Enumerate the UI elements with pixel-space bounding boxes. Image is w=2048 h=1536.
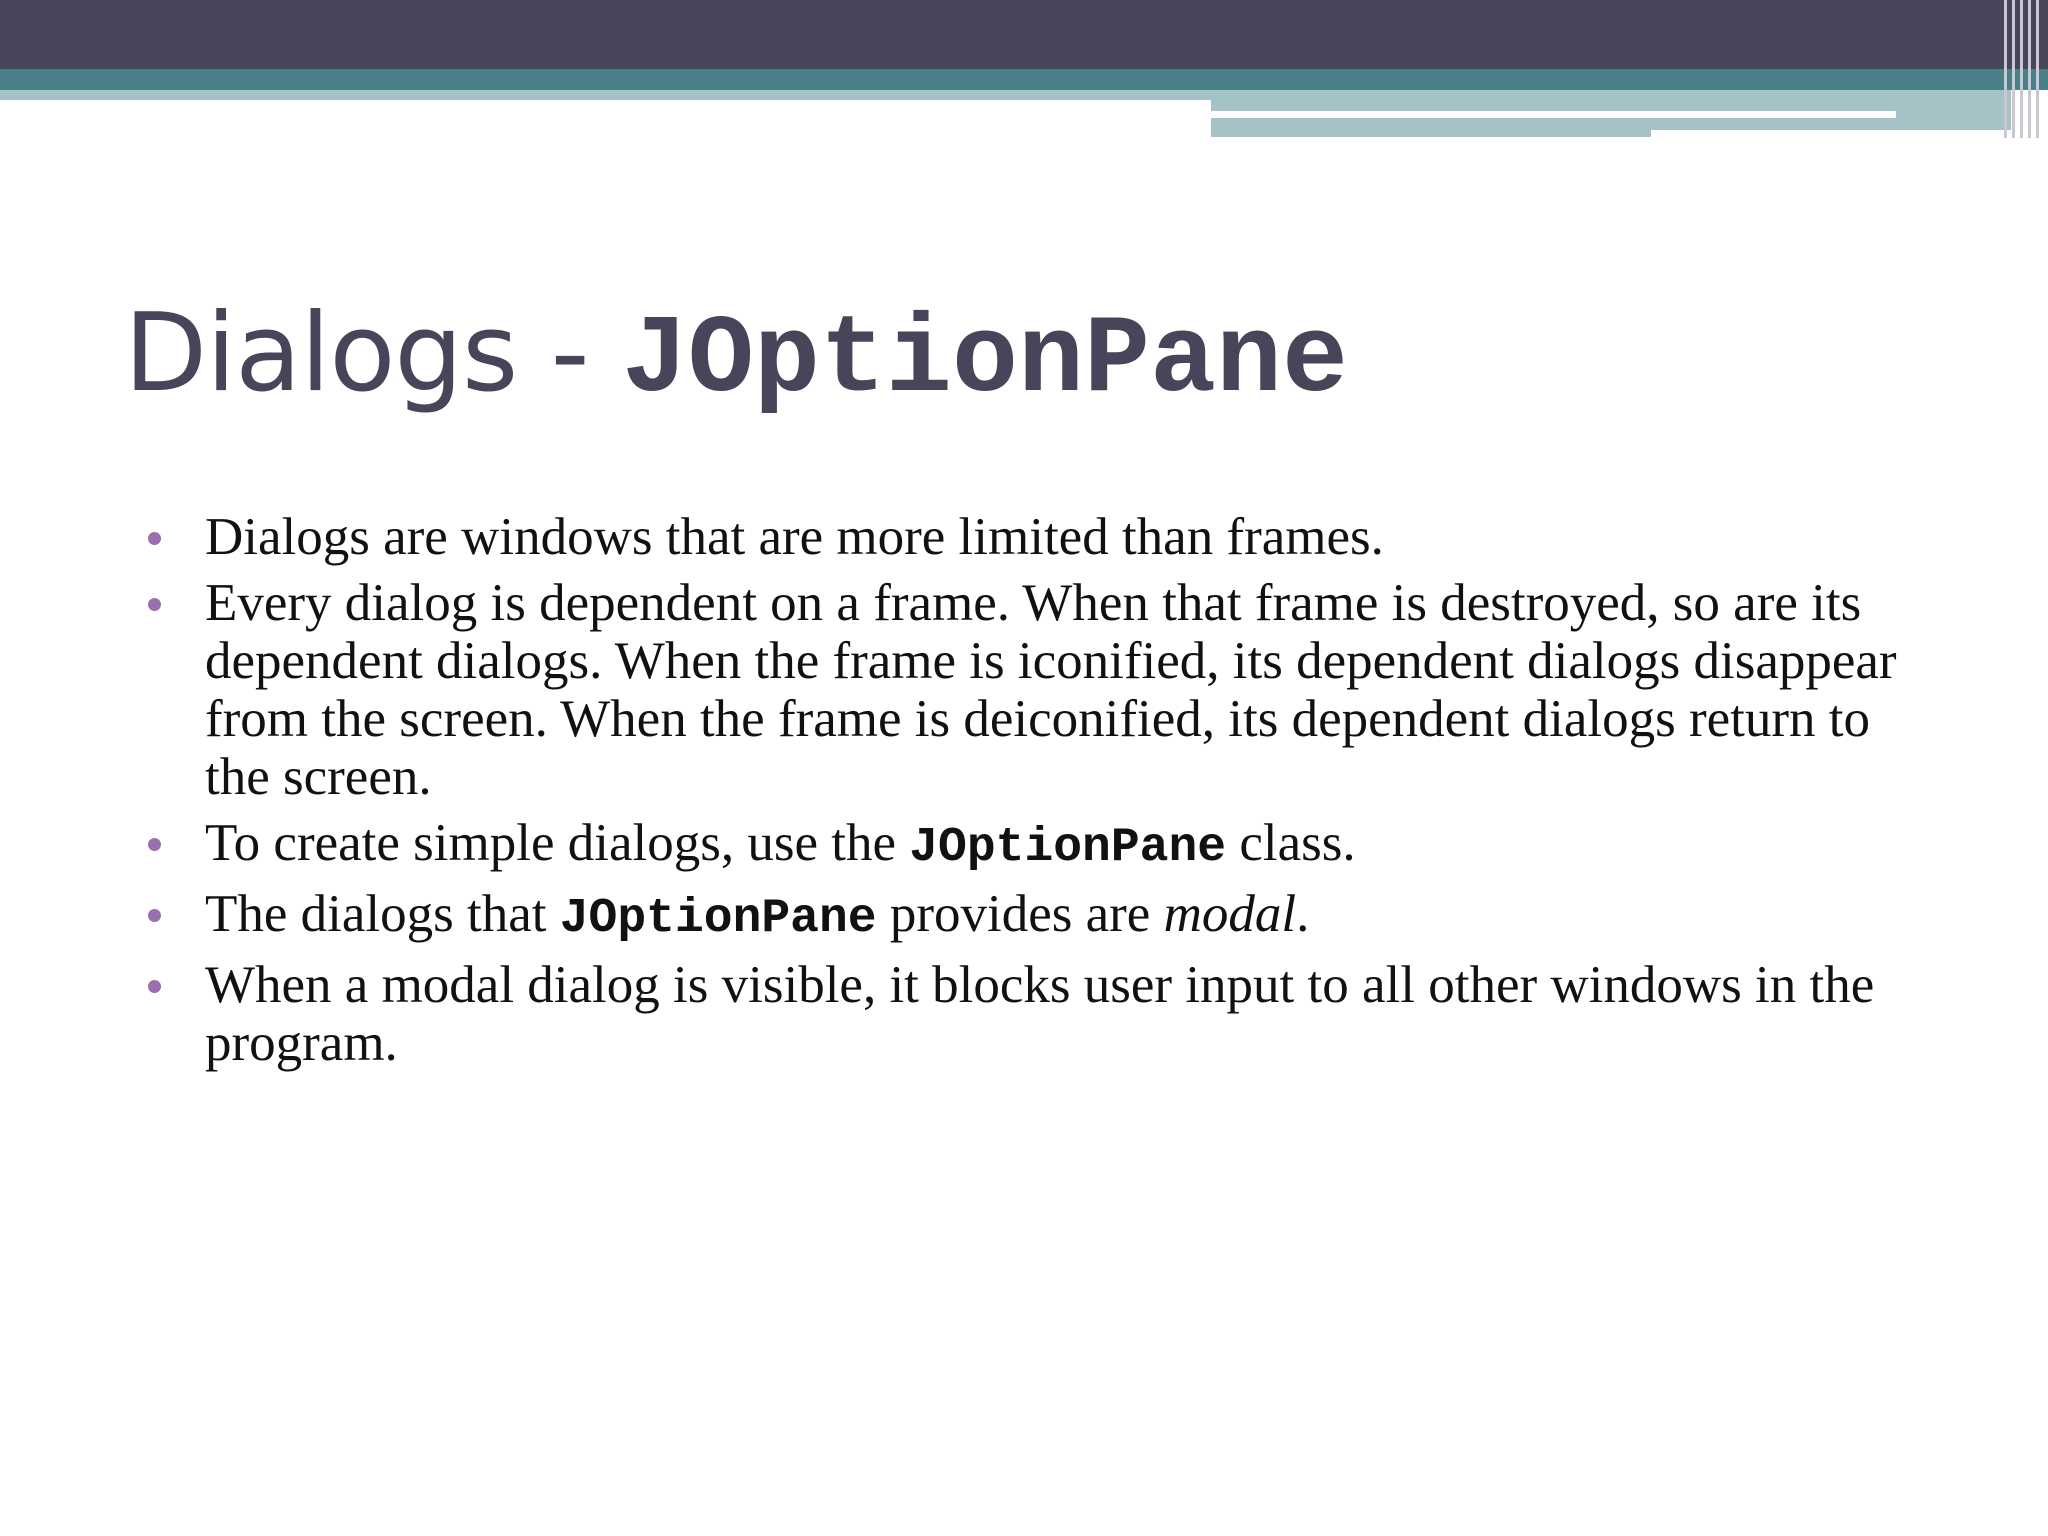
bullet-text-after: class. <box>1226 814 1356 872</box>
bullet-dot-icon <box>148 980 161 993</box>
header-edge-bars <box>2000 0 2048 138</box>
bullet-text: Every dialog is dependent on a frame. When that frame is destroyed, so are its dependent dialogs. When the frame is iconified, its dependent dialogs disappear from the screen. When the frame is deiconified, its dependent dialogs return to the screen. <box>205 574 1897 806</box>
bullet-text-before: The dialogs that <box>205 885 560 943</box>
bullet-text: When a modal dialog is visible, it blocks user input to all other windows in the program. <box>205 956 1875 1072</box>
title-code: JOptionPane <box>621 299 1349 424</box>
header-teal-band <box>0 69 2048 90</box>
bullet-text-after: . <box>1296 885 1310 943</box>
bullet-item <box>148 574 1948 806</box>
bullet-dot-icon <box>148 598 161 611</box>
bullet-item <box>148 885 1948 948</box>
bullet-item <box>148 508 1948 566</box>
header-white-line <box>1211 111 1896 118</box>
bullet-dot-icon <box>148 838 161 851</box>
slide-title <box>124 291 1349 424</box>
bullet-dot-icon <box>148 909 161 922</box>
header-dark-band <box>0 0 2048 69</box>
bullet-dot-icon <box>148 532 161 545</box>
bullet-item <box>148 956 1948 1072</box>
bullet-item <box>148 814 1948 877</box>
bullet-code: JOptionPane <box>559 892 877 946</box>
header-light-band-left <box>0 90 1211 100</box>
bullet-code: JOptionPane <box>909 821 1227 875</box>
bullet-text-before: To create simple dialogs, use the <box>205 814 910 872</box>
title-text: Dialogs - <box>124 291 622 416</box>
bullet-emphasis: modal <box>1163 885 1297 943</box>
bullet-list <box>148 508 1948 1080</box>
bullet-text: Dialogs are windows that are more limited than frames. <box>205 508 1384 566</box>
header-white-step <box>1651 130 2011 137</box>
bullet-text-middle: provides are <box>876 885 1164 943</box>
